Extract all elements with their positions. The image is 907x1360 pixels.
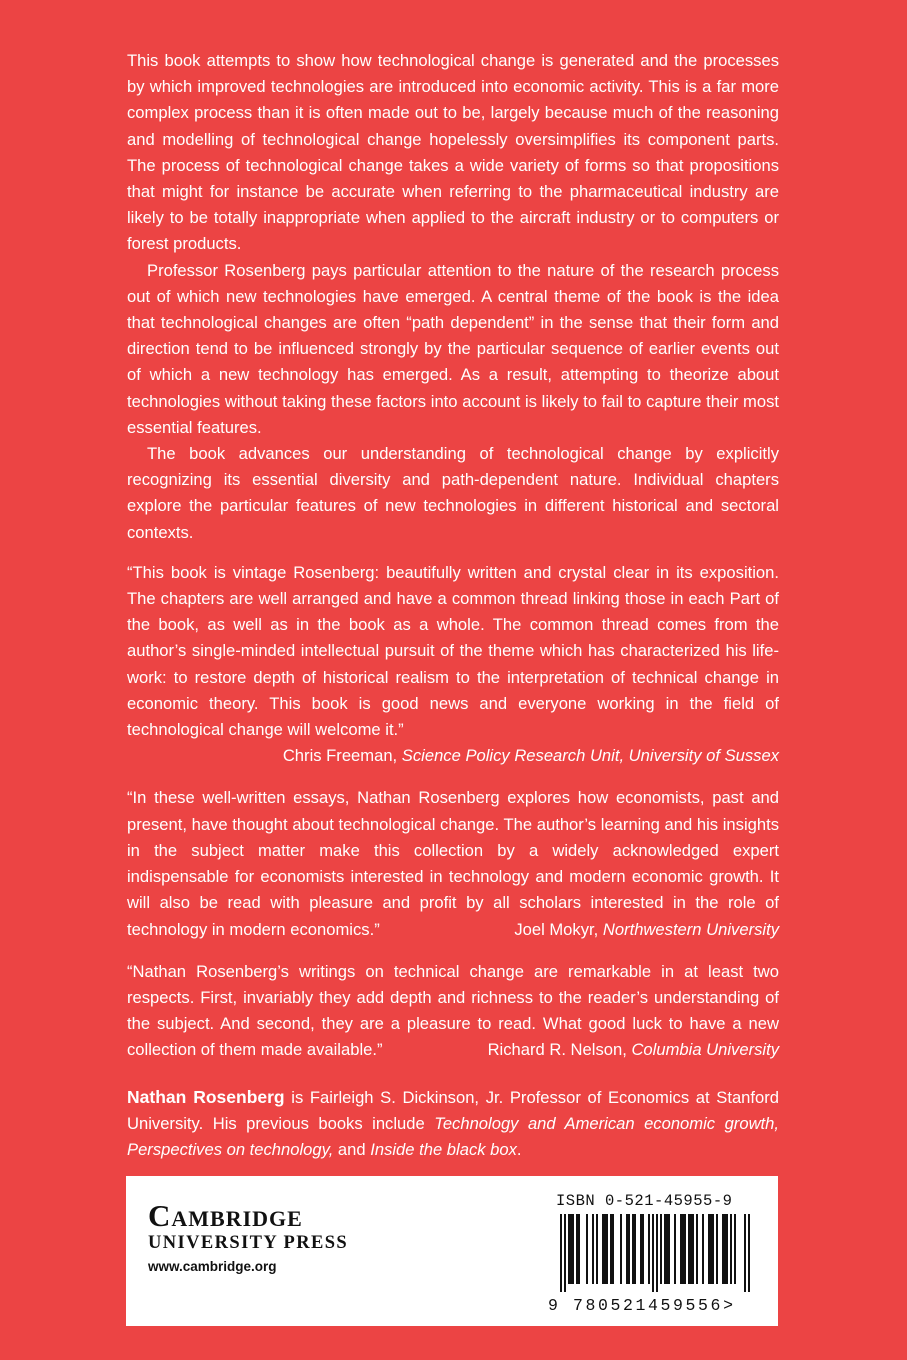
barcode-bar	[560, 1214, 562, 1292]
barcode-bar	[564, 1214, 566, 1292]
barcode-bar	[596, 1214, 598, 1284]
barcode-bar	[730, 1214, 732, 1284]
publisher-url: www.cambridge.org	[148, 1259, 277, 1274]
description-paragraph-3: The book advances our understanding of technological change by explicitly recognizing its essential diversity and path-dependent nature. Individual chapters explore the particular features of new technologies in different historical and sectoral contexts.	[127, 444, 779, 542]
quote-block-3	[127, 959, 779, 1064]
barcode-bar	[612, 1214, 614, 1284]
quote-text: “In these well-written essays, Nathan Rosenberg explores how economists, past and present, have thought about technological change. The author’s learning and his insights in the subject matter make this collection by a widely acknowledged expert indispensable for economists interested in technology and modern economic growth. It will also be read with pleasure and profit by all scholars interested in the role of technology in modern economics.”	[127, 788, 779, 939]
barcode-bar	[724, 1214, 726, 1284]
barcode-bar	[702, 1214, 704, 1284]
barcode-bar	[726, 1214, 728, 1284]
book-title: Technology and American economic growth,	[434, 1113, 779, 1133]
description-paragraph-2: Professor Rosenberg pays particular attention to the nature of the research process out of which new technologies have emerged. A central theme of the book is the idea that technological changes are often “path dependent” in the sense that their form and direction tend to be influenced strongly by the particular sequence of earlier events out of which a new technology has emerged. As a result, attempting to theorize about technologies without taking these factors into account is likely to fail to capture their most essential features.	[127, 260, 779, 437]
publisher-subtitle: UNIVERSITY PRESS	[148, 1233, 349, 1253]
barcode-bar	[606, 1214, 608, 1284]
barcode-bar	[710, 1214, 712, 1284]
quote-text: “This book is vintage Rosenberg: beautifully written and crystal clear in its exposition. The chapters are well arranged and have a common thread linking those in each Part of the book, as well as in the book as a whole. The common thread comes from the author’s single-minded intellectual pursuit of the theme which has characterized his life-work: to restore depth of historical realism to the interpretation of technical change in economic theory. This book is good news and everyone working in the field of technological change will welcome it.”	[127, 562, 779, 740]
bio-text: is Fairleigh S. Dickinson, Jr. Professor of Economics at Stanford University. His previous books include	[127, 1087, 779, 1133]
barcode-bar	[680, 1214, 682, 1284]
barcode-bar	[628, 1214, 630, 1284]
quote-attribution	[488, 1037, 779, 1063]
barcode-bar	[696, 1214, 698, 1284]
barcode-bar	[708, 1214, 710, 1284]
ean-left-group: 780521	[573, 1296, 649, 1315]
barcode-bar	[620, 1214, 622, 1284]
barcode-bar	[568, 1214, 570, 1284]
barcode-bar	[712, 1214, 714, 1284]
book-title: Perspectives on technology,	[127, 1139, 334, 1159]
barcode-bar	[570, 1214, 572, 1284]
barcode-bar	[734, 1214, 736, 1284]
cover-text	[127, 48, 779, 1216]
quote-author: Chris Freeman,	[282, 746, 398, 766]
barcode-bar	[664, 1214, 666, 1284]
quote-author: Richard R. Nelson,	[487, 1040, 627, 1060]
barcode-bar	[690, 1214, 692, 1284]
author-bio	[127, 1084, 779, 1164]
barcode-bar	[682, 1214, 684, 1284]
barcode-bar	[668, 1214, 670, 1284]
barcode-bar	[632, 1214, 634, 1284]
barcode-bar	[626, 1214, 628, 1284]
barcode-bar	[642, 1214, 644, 1284]
barcode-bar	[572, 1214, 574, 1284]
quote-attribution	[283, 743, 779, 769]
barcode-bar	[744, 1214, 746, 1292]
barcode-bar	[660, 1214, 662, 1284]
barcode-bar	[648, 1214, 650, 1284]
author-name: Nathan Rosenberg	[127, 1086, 285, 1107]
quote-attribution	[514, 917, 779, 943]
bio-text: .	[516, 1139, 522, 1159]
barcode-bar	[656, 1214, 658, 1292]
barcode-bar	[640, 1214, 642, 1284]
isbn-label: ISBN 0-521-45955-9	[556, 1192, 733, 1210]
book-title: Inside the black box	[370, 1139, 517, 1159]
publisher-logo	[148, 1200, 348, 1274]
publisher-panel	[126, 1176, 778, 1326]
barcode-icon	[548, 1214, 762, 1296]
barcode-bar	[578, 1214, 580, 1284]
quote-block-2	[127, 785, 779, 942]
isbn-barcode	[548, 1192, 762, 1315]
quote-affiliation: Columbia University	[631, 1040, 779, 1060]
quote-block-1	[127, 560, 779, 770]
barcode-bar	[688, 1214, 690, 1284]
description-paragraph-1: This book attempts to show how technological change is generated and the processes by which improved technologies are introduced into economic activity. This is a far more complex process than it is often made out to be, largely because much of the reasoning and modelling of technological change hopelessly oversimplifies its component parts. The process of technological change takes a wide variety of forms so that propositions that might for instance be accurate when referring to the pharmaceutical industry are likely to be totally inappropriate when applied to the aircraft industry or to computers or forest products.	[127, 51, 779, 254]
quote-affiliation: Northwestern University	[602, 919, 779, 939]
quote-affiliation: Science Policy Research Unit, University of Sussex	[401, 746, 779, 766]
barcode-bar	[634, 1214, 636, 1284]
barcode-bar	[592, 1214, 594, 1284]
ean-digits	[548, 1296, 762, 1315]
barcode-bar	[748, 1214, 750, 1292]
barcode-bar	[586, 1214, 588, 1284]
publisher-name: Cambridge	[148, 1198, 303, 1233]
barcode-bar	[602, 1214, 604, 1284]
barcode-bar	[716, 1214, 718, 1284]
ean-first-digit: 9	[548, 1296, 561, 1315]
barcode-bar	[610, 1214, 612, 1284]
barcode-bar	[652, 1214, 654, 1292]
ean-right-group: 459556	[648, 1296, 724, 1315]
barcode-bar	[666, 1214, 668, 1284]
bio-text: and	[333, 1139, 371, 1159]
barcode-bar	[684, 1214, 686, 1284]
barcode-bar	[674, 1214, 676, 1284]
barcode-bar	[692, 1214, 694, 1284]
ean-marker: >	[723, 1296, 736, 1315]
quote-author: Joel Mokyr,	[514, 919, 599, 939]
quote-text: “Nathan Rosenberg’s writings on technical change are remarkable in at least two respects. First, invariably they add depth and richness to the reader’s understanding of the subject. And second, they are a pleasure to read. What good luck to have a new collection of them made available.”	[127, 961, 779, 1060]
barcode-bar	[604, 1214, 606, 1284]
barcode-bar	[576, 1214, 578, 1284]
barcode-bar	[722, 1214, 724, 1284]
